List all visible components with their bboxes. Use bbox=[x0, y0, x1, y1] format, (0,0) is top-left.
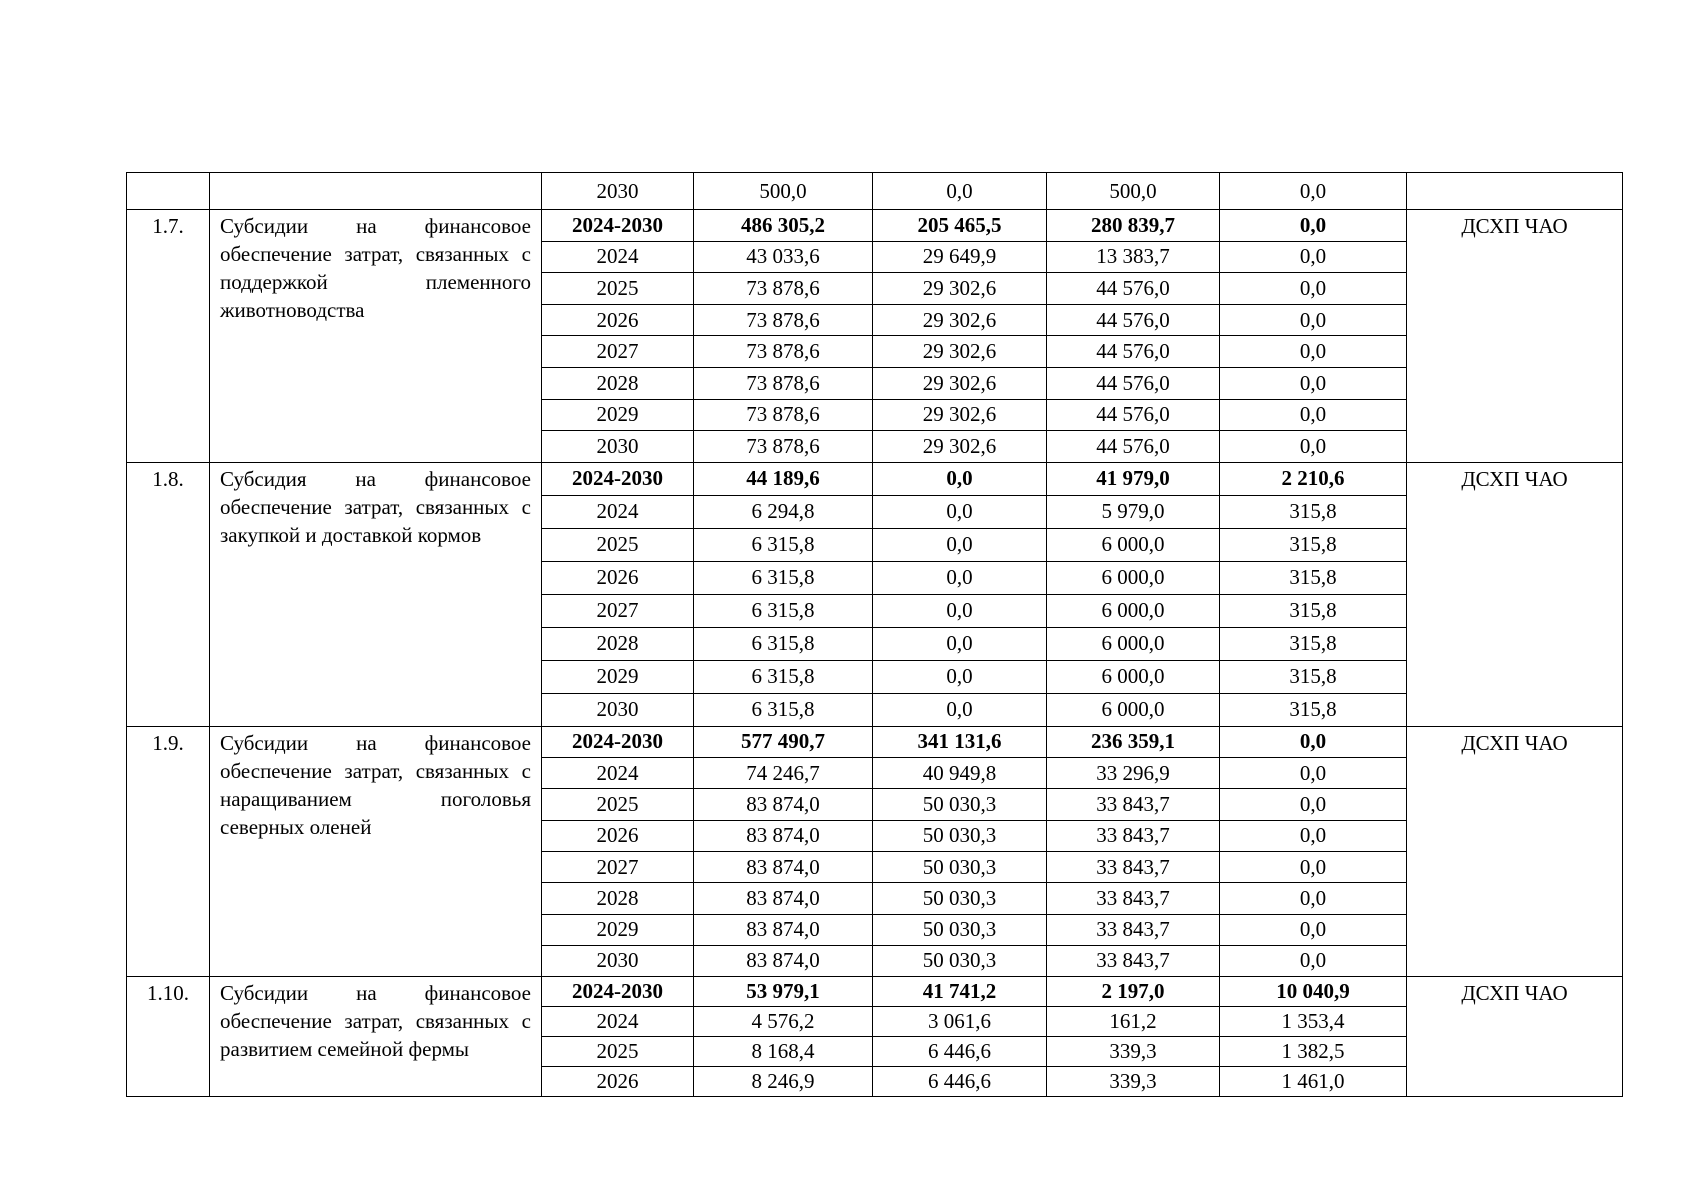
federal-value-cell: 29 302,6 bbox=[873, 399, 1047, 431]
item-name: Субсидии на финансовое обеспечение затрат, связанных с наращиванием поголовья северных оленей bbox=[210, 726, 542, 976]
regional-value-cell: 33 843,7 bbox=[1047, 914, 1220, 945]
year-cell: 2029 bbox=[542, 660, 694, 693]
number-cell bbox=[127, 173, 210, 210]
item-name: Субсидии на финансовое обеспечение затрат, связанных с развитием семейной фермы bbox=[210, 977, 542, 1097]
regional-value-cell: 6 000,0 bbox=[1047, 594, 1220, 627]
regional-value-cell: 236 359,1 bbox=[1047, 726, 1220, 757]
federal-value-cell: 40 949,8 bbox=[873, 758, 1047, 789]
federal-value-cell: 41 741,2 bbox=[873, 977, 1047, 1007]
federal-value-cell: 3 061,6 bbox=[873, 1007, 1047, 1037]
total-value-cell: 83 874,0 bbox=[694, 883, 873, 914]
year-cell: 2024 bbox=[542, 495, 694, 528]
regional-value-cell: 6 000,0 bbox=[1047, 693, 1220, 726]
year-cell: 2026 bbox=[542, 820, 694, 851]
total-value-cell: 44 189,6 bbox=[694, 462, 873, 495]
total-value-cell: 73 878,6 bbox=[694, 336, 873, 368]
year-cell: 2027 bbox=[542, 851, 694, 882]
other-value-cell: 0,0 bbox=[1220, 758, 1407, 789]
other-value-cell: 1 461,0 bbox=[1220, 1067, 1407, 1097]
year-cell: 2024-2030 bbox=[542, 210, 694, 242]
year-cell: 2024 bbox=[542, 1007, 694, 1037]
total-value-cell: 73 878,6 bbox=[694, 367, 873, 399]
federal-value-cell: 0,0 bbox=[873, 627, 1047, 660]
other-value-cell: 1 353,4 bbox=[1220, 1007, 1407, 1037]
other-value-cell: 0,0 bbox=[1220, 820, 1407, 851]
other-value-cell: 0,0 bbox=[1220, 367, 1407, 399]
other-value-cell: 0,0 bbox=[1220, 726, 1407, 757]
year-cell: 2026 bbox=[542, 1067, 694, 1097]
total-value-cell: 53 979,1 bbox=[694, 977, 873, 1007]
regional-value-cell: 33 843,7 bbox=[1047, 820, 1220, 851]
year-cell: 2029 bbox=[542, 399, 694, 431]
federal-value-cell: 50 030,3 bbox=[873, 851, 1047, 882]
item-number: 1.8. bbox=[127, 462, 210, 726]
other-value-cell: 0,0 bbox=[1220, 336, 1407, 368]
total-value-cell: 486 305,2 bbox=[694, 210, 873, 242]
total-value-cell: 6 315,8 bbox=[694, 528, 873, 561]
section-total-row bbox=[127, 977, 1623, 1007]
total-value-cell: 6 315,8 bbox=[694, 627, 873, 660]
other-value-cell: 315,8 bbox=[1220, 495, 1407, 528]
executor-cell bbox=[1407, 173, 1623, 210]
regional-value-cell: 161,2 bbox=[1047, 1007, 1220, 1037]
regional-value-cell: 2 197,0 bbox=[1047, 977, 1220, 1007]
other-value-cell: 315,8 bbox=[1220, 693, 1407, 726]
other-value-cell: 1 382,5 bbox=[1220, 1037, 1407, 1067]
total-value-cell: 43 033,6 bbox=[694, 241, 873, 273]
federal-value-cell: 0,0 bbox=[873, 561, 1047, 594]
other-value-cell: 10 040,9 bbox=[1220, 977, 1407, 1007]
federal-value-cell: 50 030,3 bbox=[873, 945, 1047, 976]
other-value-cell: 0,0 bbox=[1220, 304, 1407, 336]
regional-value-cell: 33 843,7 bbox=[1047, 945, 1220, 976]
year-cell: 2025 bbox=[542, 789, 694, 820]
year-cell: 2025 bbox=[542, 1037, 694, 1067]
regional-value-cell: 44 576,0 bbox=[1047, 431, 1220, 463]
regional-value-cell: 44 576,0 bbox=[1047, 273, 1220, 305]
year-cell: 2027 bbox=[542, 336, 694, 368]
federal-value-cell: 0,0 bbox=[873, 495, 1047, 528]
other-value-cell: 315,8 bbox=[1220, 561, 1407, 594]
year-cell: 2024-2030 bbox=[542, 462, 694, 495]
regional-value-cell: 500,0 bbox=[1047, 173, 1220, 210]
regional-value-cell: 44 576,0 bbox=[1047, 336, 1220, 368]
item-name: Субсидия на финансовое обеспечение затрат, связанных с закупкой и доставкой кормов bbox=[210, 462, 542, 726]
year-cell: 2028 bbox=[542, 883, 694, 914]
federal-value-cell: 0,0 bbox=[873, 660, 1047, 693]
year-cell: 2026 bbox=[542, 304, 694, 336]
year-cell: 2030 bbox=[542, 173, 694, 210]
other-value-cell: 0,0 bbox=[1220, 945, 1407, 976]
executor-cell: ДСХП ЧАО bbox=[1407, 210, 1623, 463]
year-cell: 2024 bbox=[542, 758, 694, 789]
regional-value-cell: 33 843,7 bbox=[1047, 789, 1220, 820]
year-cell: 2026 bbox=[542, 561, 694, 594]
year-cell: 2027 bbox=[542, 594, 694, 627]
name-cell bbox=[210, 173, 542, 210]
other-value-cell: 315,8 bbox=[1220, 594, 1407, 627]
federal-value-cell: 29 302,6 bbox=[873, 336, 1047, 368]
other-value-cell: 0,0 bbox=[1220, 173, 1407, 210]
federal-value-cell: 29 649,9 bbox=[873, 241, 1047, 273]
total-value-cell: 74 246,7 bbox=[694, 758, 873, 789]
federal-value-cell: 6 446,6 bbox=[873, 1067, 1047, 1097]
year-cell: 2029 bbox=[542, 914, 694, 945]
year-cell: 2028 bbox=[542, 367, 694, 399]
federal-value-cell: 0,0 bbox=[873, 594, 1047, 627]
regional-value-cell: 6 000,0 bbox=[1047, 627, 1220, 660]
other-value-cell: 0,0 bbox=[1220, 914, 1407, 945]
federal-value-cell: 0,0 bbox=[873, 693, 1047, 726]
other-value-cell: 0,0 bbox=[1220, 210, 1407, 242]
total-value-cell: 6 315,8 bbox=[694, 693, 873, 726]
table-row bbox=[127, 173, 1623, 210]
total-value-cell: 6 315,8 bbox=[694, 660, 873, 693]
federal-value-cell: 29 302,6 bbox=[873, 367, 1047, 399]
total-value-cell: 73 878,6 bbox=[694, 431, 873, 463]
section-total-row bbox=[127, 462, 1623, 495]
federal-value-cell: 29 302,6 bbox=[873, 431, 1047, 463]
year-cell: 2030 bbox=[542, 693, 694, 726]
federal-value-cell: 50 030,3 bbox=[873, 914, 1047, 945]
federal-value-cell: 50 030,3 bbox=[873, 789, 1047, 820]
regional-value-cell: 6 000,0 bbox=[1047, 528, 1220, 561]
regional-value-cell: 33 843,7 bbox=[1047, 851, 1220, 882]
regional-value-cell: 13 383,7 bbox=[1047, 241, 1220, 273]
other-value-cell: 0,0 bbox=[1220, 883, 1407, 914]
regional-value-cell: 41 979,0 bbox=[1047, 462, 1220, 495]
federal-value-cell: 0,0 bbox=[873, 462, 1047, 495]
total-value-cell: 6 294,8 bbox=[694, 495, 873, 528]
regional-value-cell: 6 000,0 bbox=[1047, 561, 1220, 594]
regional-value-cell: 280 839,7 bbox=[1047, 210, 1220, 242]
total-value-cell: 4 576,2 bbox=[694, 1007, 873, 1037]
total-value-cell: 73 878,6 bbox=[694, 399, 873, 431]
other-value-cell: 0,0 bbox=[1220, 789, 1407, 820]
regional-value-cell: 44 576,0 bbox=[1047, 399, 1220, 431]
total-value-cell: 83 874,0 bbox=[694, 945, 873, 976]
executor-cell: ДСХП ЧАО bbox=[1407, 977, 1623, 1097]
other-value-cell: 315,8 bbox=[1220, 528, 1407, 561]
item-number: 1.7. bbox=[127, 210, 210, 463]
regional-value-cell: 339,3 bbox=[1047, 1037, 1220, 1067]
regional-value-cell: 44 576,0 bbox=[1047, 367, 1220, 399]
federal-value-cell: 29 302,6 bbox=[873, 304, 1047, 336]
federal-value-cell: 50 030,3 bbox=[873, 820, 1047, 851]
item-name: Субсидии на финансовое обеспечение затрат, связанных с поддержкой племенного животноводства bbox=[210, 210, 542, 463]
federal-value-cell: 341 131,6 bbox=[873, 726, 1047, 757]
regional-value-cell: 44 576,0 bbox=[1047, 304, 1220, 336]
total-value-cell: 83 874,0 bbox=[694, 851, 873, 882]
total-value-cell: 500,0 bbox=[694, 173, 873, 210]
regional-value-cell: 339,3 bbox=[1047, 1067, 1220, 1097]
year-cell: 2028 bbox=[542, 627, 694, 660]
other-value-cell: 2 210,6 bbox=[1220, 462, 1407, 495]
year-cell: 2025 bbox=[542, 273, 694, 305]
regional-value-cell: 33 296,9 bbox=[1047, 758, 1220, 789]
federal-value-cell: 0,0 bbox=[873, 528, 1047, 561]
year-cell: 2024 bbox=[542, 241, 694, 273]
federal-value-cell: 29 302,6 bbox=[873, 273, 1047, 305]
federal-value-cell: 50 030,3 bbox=[873, 883, 1047, 914]
total-value-cell: 6 315,8 bbox=[694, 594, 873, 627]
year-cell: 2030 bbox=[542, 431, 694, 463]
federal-value-cell: 0,0 bbox=[873, 173, 1047, 210]
total-value-cell: 73 878,6 bbox=[694, 273, 873, 305]
total-value-cell: 83 874,0 bbox=[694, 914, 873, 945]
year-cell: 2024-2030 bbox=[542, 726, 694, 757]
other-value-cell: 0,0 bbox=[1220, 431, 1407, 463]
total-value-cell: 83 874,0 bbox=[694, 820, 873, 851]
other-value-cell: 315,8 bbox=[1220, 660, 1407, 693]
other-value-cell: 0,0 bbox=[1220, 851, 1407, 882]
regional-value-cell: 5 979,0 bbox=[1047, 495, 1220, 528]
regional-value-cell: 33 843,7 bbox=[1047, 883, 1220, 914]
total-value-cell: 83 874,0 bbox=[694, 789, 873, 820]
other-value-cell: 0,0 bbox=[1220, 399, 1407, 431]
executor-cell: ДСХП ЧАО bbox=[1407, 726, 1623, 976]
section-total-row bbox=[127, 726, 1623, 757]
year-cell: 2024-2030 bbox=[542, 977, 694, 1007]
year-cell: 2025 bbox=[542, 528, 694, 561]
total-value-cell: 73 878,6 bbox=[694, 304, 873, 336]
total-value-cell: 8 168,4 bbox=[694, 1037, 873, 1067]
section-total-row bbox=[127, 210, 1623, 242]
executor-cell: ДСХП ЧАО bbox=[1407, 462, 1623, 726]
item-number: 1.10. bbox=[127, 977, 210, 1097]
federal-value-cell: 205 465,5 bbox=[873, 210, 1047, 242]
total-value-cell: 8 246,9 bbox=[694, 1067, 873, 1097]
budget-table bbox=[126, 172, 1623, 1097]
total-value-cell: 6 315,8 bbox=[694, 561, 873, 594]
other-value-cell: 315,8 bbox=[1220, 627, 1407, 660]
regional-value-cell: 6 000,0 bbox=[1047, 660, 1220, 693]
table-body bbox=[127, 173, 1623, 1097]
other-value-cell: 0,0 bbox=[1220, 273, 1407, 305]
total-value-cell: 577 490,7 bbox=[694, 726, 873, 757]
federal-value-cell: 6 446,6 bbox=[873, 1037, 1047, 1067]
other-value-cell: 0,0 bbox=[1220, 241, 1407, 273]
year-cell: 2030 bbox=[542, 945, 694, 976]
item-number: 1.9. bbox=[127, 726, 210, 976]
